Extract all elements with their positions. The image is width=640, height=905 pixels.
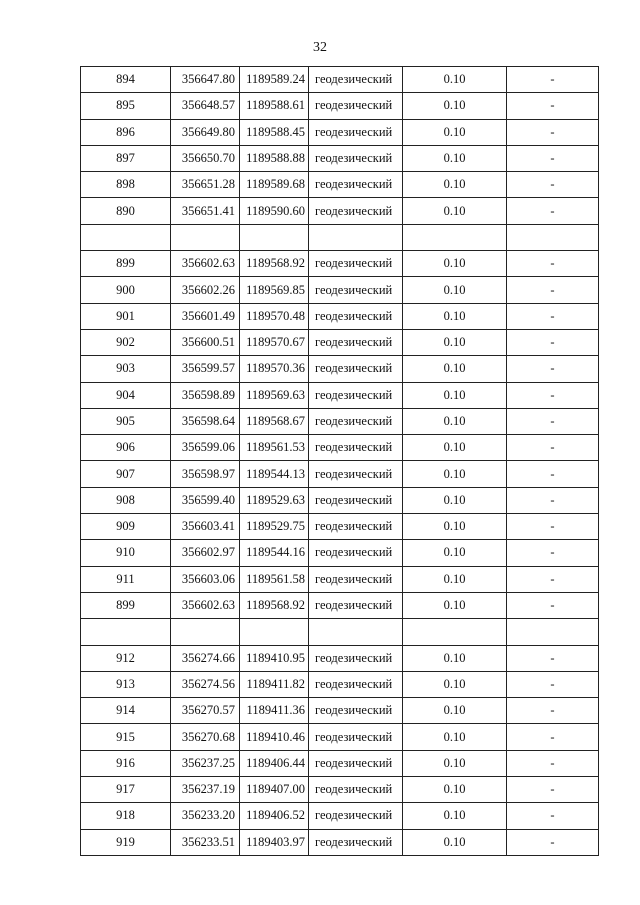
table-row (81, 540, 599, 566)
accuracy-cell: 0.10 (403, 145, 507, 171)
x-coordinate-cell: 356598.89 (171, 382, 240, 408)
x-coordinate-cell (171, 224, 240, 250)
accuracy-cell: 0.10 (403, 829, 507, 855)
x-coordinate-cell: 356598.64 (171, 408, 240, 434)
table-row (81, 829, 599, 855)
y-coordinate-cell: 1189588.88 (240, 145, 309, 171)
note-cell: - (507, 698, 599, 724)
method-cell: геодезический (309, 671, 403, 697)
note-cell: - (507, 408, 599, 434)
note-cell: - (507, 67, 599, 93)
accuracy-cell: 0.10 (403, 408, 507, 434)
point-number-cell: 901 (81, 303, 171, 329)
accuracy-cell: 0.10 (403, 540, 507, 566)
method-cell: геодезический (309, 435, 403, 461)
y-coordinate-cell: 1189589.68 (240, 172, 309, 198)
y-coordinate-cell: 1189406.44 (240, 750, 309, 776)
table-row (81, 487, 599, 513)
table-separator-row (81, 224, 599, 250)
method-cell: геодезический (309, 198, 403, 224)
method-cell (309, 224, 403, 250)
x-coordinate-cell: 356270.68 (171, 724, 240, 750)
method-cell: геодезический (309, 698, 403, 724)
point-number-cell: 915 (81, 724, 171, 750)
note-cell: - (507, 119, 599, 145)
accuracy-cell (403, 224, 507, 250)
coordinates-table (80, 66, 599, 856)
accuracy-cell: 0.10 (403, 303, 507, 329)
table-row (81, 592, 599, 618)
method-cell: геодезический (309, 777, 403, 803)
point-number-cell: 916 (81, 750, 171, 776)
accuracy-cell: 0.10 (403, 487, 507, 513)
note-cell: - (507, 487, 599, 513)
note-cell: - (507, 671, 599, 697)
table-row (81, 382, 599, 408)
point-number-cell: 906 (81, 435, 171, 461)
point-number-cell: 918 (81, 803, 171, 829)
point-number-cell: 911 (81, 566, 171, 592)
y-coordinate-cell: 1189410.46 (240, 724, 309, 750)
note-cell: - (507, 750, 599, 776)
x-coordinate-cell: 356651.28 (171, 172, 240, 198)
table-row (81, 145, 599, 171)
accuracy-cell: 0.10 (403, 645, 507, 671)
method-cell: геодезический (309, 829, 403, 855)
table-row (81, 461, 599, 487)
accuracy-cell: 0.10 (403, 777, 507, 803)
accuracy-cell: 0.10 (403, 671, 507, 697)
y-coordinate-cell: 1189411.36 (240, 698, 309, 724)
y-coordinate-cell: 1189410.95 (240, 645, 309, 671)
accuracy-cell: 0.10 (403, 514, 507, 540)
table-row (81, 750, 599, 776)
table-row (81, 303, 599, 329)
method-cell: геодезический (309, 487, 403, 513)
note-cell: - (507, 540, 599, 566)
y-coordinate-cell: 1189406.52 (240, 803, 309, 829)
point-number-cell: 913 (81, 671, 171, 697)
accuracy-cell: 0.10 (403, 67, 507, 93)
x-coordinate-cell: 356599.40 (171, 487, 240, 513)
accuracy-cell: 0.10 (403, 803, 507, 829)
note-cell: - (507, 724, 599, 750)
method-cell: геодезический (309, 277, 403, 303)
table-row (81, 277, 599, 303)
method-cell: геодезический (309, 750, 403, 776)
accuracy-cell: 0.10 (403, 329, 507, 355)
note-cell: - (507, 566, 599, 592)
x-coordinate-cell: 356648.57 (171, 93, 240, 119)
note-cell: - (507, 777, 599, 803)
method-cell: геодезический (309, 645, 403, 671)
point-number-cell: 914 (81, 698, 171, 724)
point-number-cell: 902 (81, 329, 171, 355)
y-coordinate-cell: 1189568.92 (240, 251, 309, 277)
x-coordinate-cell: 356237.19 (171, 777, 240, 803)
table-row (81, 119, 599, 145)
coordinates-table-body (81, 67, 599, 856)
y-coordinate-cell: 1189561.58 (240, 566, 309, 592)
note-cell: - (507, 198, 599, 224)
table-row (81, 671, 599, 697)
y-coordinate-cell: 1189589.24 (240, 67, 309, 93)
accuracy-cell: 0.10 (403, 119, 507, 145)
table-separator-row (81, 619, 599, 645)
point-number-cell: 904 (81, 382, 171, 408)
method-cell: геодезический (309, 540, 403, 566)
point-number-cell: 903 (81, 356, 171, 382)
method-cell: геодезический (309, 251, 403, 277)
y-coordinate-cell: 1189590.60 (240, 198, 309, 224)
y-coordinate-cell: 1189570.36 (240, 356, 309, 382)
table-row (81, 514, 599, 540)
note-cell (507, 224, 599, 250)
note-cell: - (507, 145, 599, 171)
y-coordinate-cell: 1189570.48 (240, 303, 309, 329)
table-row (81, 566, 599, 592)
point-number-cell: 894 (81, 67, 171, 93)
note-cell: - (507, 592, 599, 618)
method-cell: геодезический (309, 382, 403, 408)
note-cell: - (507, 277, 599, 303)
y-coordinate-cell: 1189411.82 (240, 671, 309, 697)
point-number-cell: 905 (81, 408, 171, 434)
point-number-cell: 896 (81, 119, 171, 145)
point-number-cell: 899 (81, 251, 171, 277)
accuracy-cell: 0.10 (403, 172, 507, 198)
table-row (81, 698, 599, 724)
x-coordinate-cell: 356602.63 (171, 592, 240, 618)
y-coordinate-cell (240, 619, 309, 645)
table-row (81, 408, 599, 434)
table-row (81, 67, 599, 93)
x-coordinate-cell: 356650.70 (171, 145, 240, 171)
accuracy-cell: 0.10 (403, 93, 507, 119)
method-cell: геодезический (309, 329, 403, 355)
table-row (81, 356, 599, 382)
point-number-cell: 917 (81, 777, 171, 803)
note-cell: - (507, 93, 599, 119)
method-cell: геодезический (309, 592, 403, 618)
point-number-cell (81, 224, 171, 250)
method-cell: геодезический (309, 514, 403, 540)
method-cell: геодезический (309, 566, 403, 592)
method-cell: геодезический (309, 803, 403, 829)
table-row (81, 803, 599, 829)
y-coordinate-cell: 1189568.67 (240, 408, 309, 434)
x-coordinate-cell: 356274.56 (171, 671, 240, 697)
point-number-cell: 910 (81, 540, 171, 566)
method-cell: геодезический (309, 356, 403, 382)
point-number-cell: 919 (81, 829, 171, 855)
table-row (81, 435, 599, 461)
note-cell: - (507, 172, 599, 198)
method-cell: геодезический (309, 408, 403, 434)
table-row (81, 172, 599, 198)
note-cell: - (507, 829, 599, 855)
point-number-cell: 908 (81, 487, 171, 513)
point-number-cell (81, 619, 171, 645)
x-coordinate-cell: 356602.97 (171, 540, 240, 566)
y-coordinate-cell: 1189561.53 (240, 435, 309, 461)
note-cell: - (507, 329, 599, 355)
note-cell: - (507, 303, 599, 329)
x-coordinate-cell: 356274.66 (171, 645, 240, 671)
point-number-cell: 909 (81, 514, 171, 540)
method-cell: геодезический (309, 461, 403, 487)
page-number: 32 (313, 40, 327, 55)
method-cell: геодезический (309, 172, 403, 198)
point-number-cell: 897 (81, 145, 171, 171)
accuracy-cell: 0.10 (403, 566, 507, 592)
note-cell: - (507, 803, 599, 829)
x-coordinate-cell: 356598.97 (171, 461, 240, 487)
table-row (81, 724, 599, 750)
point-number-cell: 890 (81, 198, 171, 224)
x-coordinate-cell: 356602.26 (171, 277, 240, 303)
x-coordinate-cell: 356649.80 (171, 119, 240, 145)
method-cell: геодезический (309, 303, 403, 329)
x-coordinate-cell: 356602.63 (171, 251, 240, 277)
y-coordinate-cell (240, 224, 309, 250)
method-cell: геодезический (309, 145, 403, 171)
x-coordinate-cell: 356600.51 (171, 329, 240, 355)
x-coordinate-cell: 356601.49 (171, 303, 240, 329)
point-number-cell: 895 (81, 93, 171, 119)
point-number-cell: 900 (81, 277, 171, 303)
accuracy-cell: 0.10 (403, 592, 507, 618)
accuracy-cell: 0.10 (403, 251, 507, 277)
accuracy-cell: 0.10 (403, 382, 507, 408)
accuracy-cell: 0.10 (403, 356, 507, 382)
note-cell: - (507, 461, 599, 487)
accuracy-cell: 0.10 (403, 724, 507, 750)
y-coordinate-cell: 1189569.63 (240, 382, 309, 408)
table-row (81, 777, 599, 803)
table-row (81, 329, 599, 355)
x-coordinate-cell: 356233.51 (171, 829, 240, 855)
y-coordinate-cell: 1189568.92 (240, 592, 309, 618)
table-row (81, 645, 599, 671)
y-coordinate-cell: 1189544.16 (240, 540, 309, 566)
accuracy-cell: 0.10 (403, 461, 507, 487)
accuracy-cell: 0.10 (403, 750, 507, 776)
x-coordinate-cell: 356603.06 (171, 566, 240, 592)
note-cell: - (507, 382, 599, 408)
x-coordinate-cell: 356599.06 (171, 435, 240, 461)
note-cell: - (507, 435, 599, 461)
y-coordinate-cell: 1189588.45 (240, 119, 309, 145)
y-coordinate-cell: 1189569.85 (240, 277, 309, 303)
method-cell: геодезический (309, 67, 403, 93)
accuracy-cell: 0.10 (403, 435, 507, 461)
accuracy-cell: 0.10 (403, 698, 507, 724)
y-coordinate-cell: 1189403.97 (240, 829, 309, 855)
method-cell (309, 619, 403, 645)
x-coordinate-cell: 356603.41 (171, 514, 240, 540)
accuracy-cell: 0.10 (403, 198, 507, 224)
method-cell: геодезический (309, 119, 403, 145)
table-row (81, 198, 599, 224)
y-coordinate-cell: 1189570.67 (240, 329, 309, 355)
note-cell (507, 619, 599, 645)
accuracy-cell: 0.10 (403, 277, 507, 303)
point-number-cell: 912 (81, 645, 171, 671)
point-number-cell: 899 (81, 592, 171, 618)
x-coordinate-cell: 356270.57 (171, 698, 240, 724)
x-coordinate-cell (171, 619, 240, 645)
x-coordinate-cell: 356233.20 (171, 803, 240, 829)
x-coordinate-cell: 356237.25 (171, 750, 240, 776)
note-cell: - (507, 356, 599, 382)
table-row (81, 251, 599, 277)
x-coordinate-cell: 356651.41 (171, 198, 240, 224)
y-coordinate-cell: 1189529.75 (240, 514, 309, 540)
x-coordinate-cell: 356647.80 (171, 67, 240, 93)
table-row (81, 93, 599, 119)
accuracy-cell (403, 619, 507, 645)
note-cell: - (507, 514, 599, 540)
point-number-cell: 907 (81, 461, 171, 487)
point-number-cell: 898 (81, 172, 171, 198)
x-coordinate-cell: 356599.57 (171, 356, 240, 382)
y-coordinate-cell: 1189588.61 (240, 93, 309, 119)
y-coordinate-cell: 1189407.00 (240, 777, 309, 803)
note-cell: - (507, 251, 599, 277)
y-coordinate-cell: 1189529.63 (240, 487, 309, 513)
note-cell: - (507, 645, 599, 671)
method-cell: геодезический (309, 724, 403, 750)
y-coordinate-cell: 1189544.13 (240, 461, 309, 487)
method-cell: геодезический (309, 93, 403, 119)
